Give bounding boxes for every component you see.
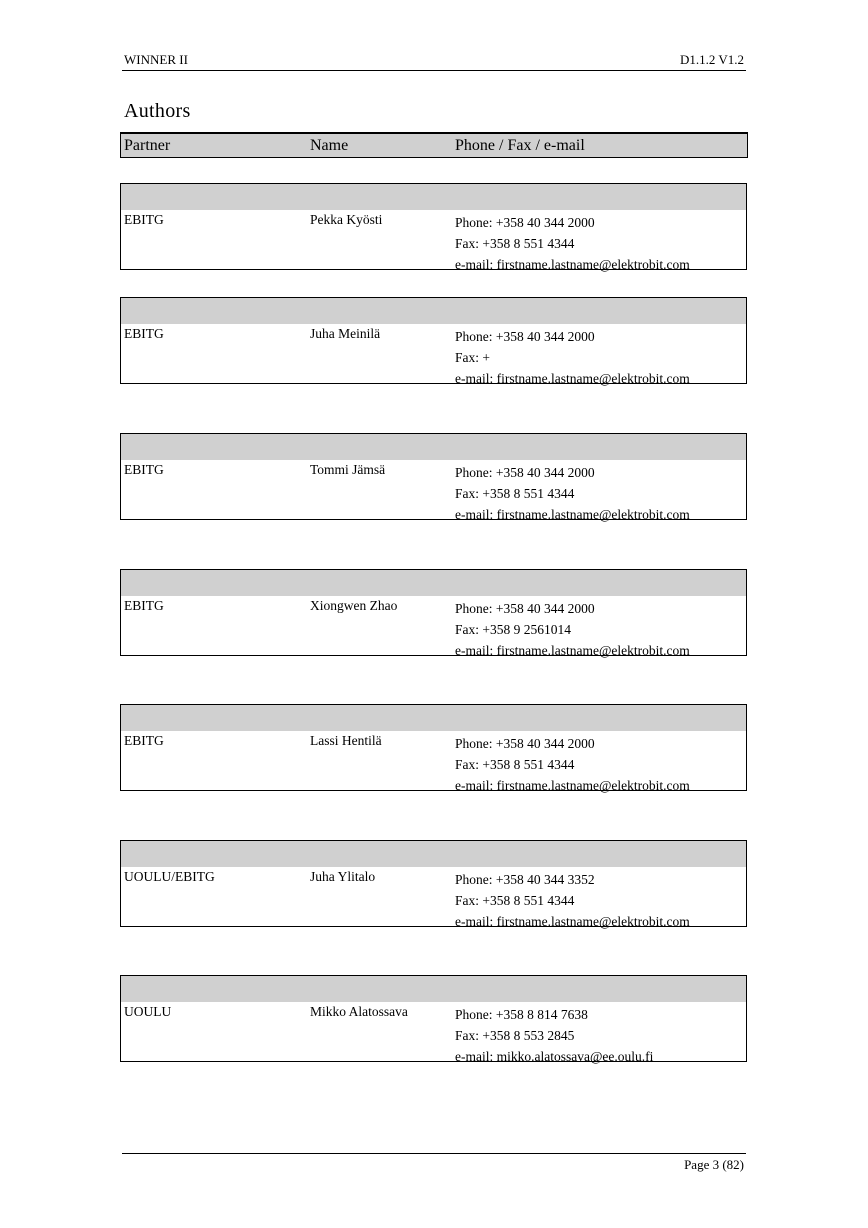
author-phone: Phone: +358 40 344 2000 [455, 736, 595, 751]
author-partner: EBITG [124, 462, 164, 477]
page-number: Page 3 (82) [684, 1157, 744, 1172]
header-project: WINNER II [124, 52, 188, 67]
author-fax: Fax: + [455, 350, 490, 365]
column-header-contact: Phone / Fax / e-mail [455, 137, 585, 154]
author-partner: EBITG [124, 733, 164, 748]
author-partner: EBITG [124, 598, 164, 613]
author-name: Juha Meinilä [310, 326, 381, 341]
author-name: Mikko Alatossava [310, 1004, 408, 1019]
author-fax: Fax: +358 9 2561014 [455, 622, 571, 637]
author-phone: Phone: +358 40 344 3352 [455, 872, 595, 887]
author-partner: EBITG [124, 212, 164, 227]
page-footer [122, 1153, 746, 1172]
author-contact [455, 598, 690, 661]
author-name: Tommi Jämsä [310, 462, 386, 477]
author-contact [455, 869, 690, 932]
author-contact [455, 462, 690, 525]
author-phone: Phone: +358 40 344 2000 [455, 329, 595, 344]
author-name: Lassi Hentilä [310, 733, 382, 748]
column-header-row [120, 132, 748, 158]
author-fax: Fax: +358 8 551 4344 [455, 757, 575, 772]
section-title: Authors [124, 100, 191, 122]
author-card [120, 840, 747, 927]
author-phone: Phone: +358 40 344 2000 [455, 601, 595, 616]
card-header-band [121, 184, 746, 210]
author-contact [455, 1004, 653, 1067]
author-fax: Fax: +358 8 553 2845 [455, 1028, 575, 1043]
author-name: Pekka Kyösti [310, 212, 383, 227]
header-document-id: D1.1.2 V1.2 [679, 52, 744, 67]
author-partner: EBITG [124, 326, 164, 341]
author-partner: UOULU [124, 1004, 172, 1019]
author-name: Xiongwen Zhao [310, 598, 398, 613]
author-card [120, 704, 747, 791]
author-fax: Fax: +358 8 551 4344 [455, 236, 575, 251]
author-contact [455, 326, 690, 389]
author-card [120, 297, 747, 384]
author-phone: Phone: +358 40 344 2000 [455, 465, 595, 480]
card-header-band [121, 570, 746, 596]
column-header-partner: Partner [124, 137, 171, 154]
author-email: e-mail: firstname.lastname@elektrobit.com [455, 257, 690, 272]
card-header-band [121, 434, 746, 460]
author-card [120, 975, 747, 1062]
author-email: e-mail: mikko.alatossava@ee.oulu.fi [455, 1049, 654, 1064]
page-header [122, 52, 746, 71]
author-contact [455, 212, 690, 275]
card-header-band [121, 298, 746, 324]
column-header-name: Name [310, 137, 349, 154]
author-name: Juha Ylitalo [310, 869, 376, 884]
author-email: e-mail: firstname.lastname@elektrobit.com [455, 914, 690, 929]
author-email: e-mail: firstname.lastname@elektrobit.com [455, 778, 690, 793]
author-card [120, 433, 747, 520]
author-phone: Phone: +358 8 814 7638 [455, 1007, 588, 1022]
author-email: e-mail: firstname.lastname@elektrobit.com [455, 643, 690, 658]
card-header-band [121, 841, 746, 867]
author-email: e-mail: firstname.lastname@elektrobit.com [455, 507, 690, 522]
author-card [120, 569, 747, 656]
author-fax: Fax: +358 8 551 4344 [455, 486, 575, 501]
author-email: e-mail: firstname.lastname@elektrobit.com [455, 371, 690, 386]
author-contact [455, 733, 690, 796]
author-partner: UOULU/EBITG [124, 869, 215, 884]
author-fax: Fax: +358 8 551 4344 [455, 893, 575, 908]
card-header-band [121, 705, 746, 731]
author-card [120, 183, 747, 270]
author-phone: Phone: +358 40 344 2000 [455, 215, 595, 230]
card-header-band [121, 976, 746, 1002]
